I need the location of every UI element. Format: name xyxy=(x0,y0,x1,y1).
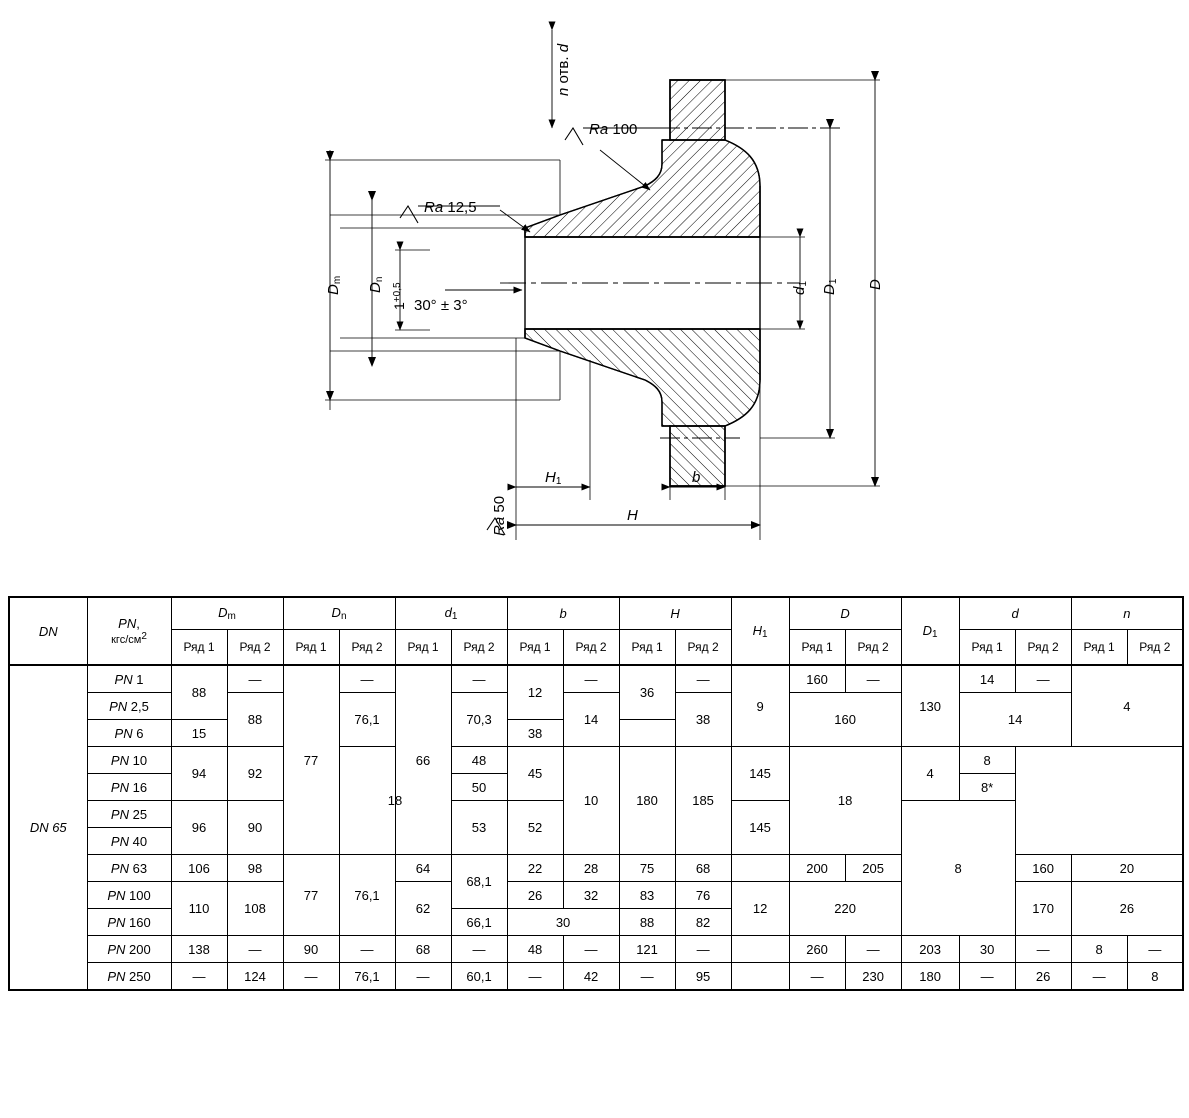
cell-d1-r1: 62 xyxy=(395,882,451,936)
cell-d: 14 xyxy=(959,693,1071,747)
header-row1: Ряд 1 xyxy=(1071,630,1127,665)
cell-H-r1: 50 xyxy=(451,774,507,801)
cell-Dm-r1: 88 xyxy=(171,665,227,720)
header-pn: PN, кгс/см2 xyxy=(87,597,171,665)
cell-b-r1: 15 xyxy=(171,720,227,747)
label-d1: $d_1$ xyxy=(791,281,809,295)
cell-d-r1: 30 xyxy=(959,936,1015,963)
header-n: n xyxy=(1071,597,1183,630)
cell-d: 18 xyxy=(789,747,901,855)
cell-Dn-r2: — xyxy=(339,665,395,693)
label-H1: $H_1$ xyxy=(545,469,562,487)
label-b: b xyxy=(692,469,701,486)
specification-table xyxy=(8,596,1184,991)
cell-d1-r1: 68 xyxy=(395,936,451,963)
cell-Dm-r1: 110 xyxy=(171,882,227,936)
cell-n-r2: — xyxy=(1127,936,1183,963)
cell-Dm-r2: 88 xyxy=(227,693,283,747)
cell-H1: 10 xyxy=(563,747,619,855)
cell-d-r2: — xyxy=(1015,936,1071,963)
header-H: H xyxy=(619,597,731,630)
cell-H-r2: 95 xyxy=(675,963,731,991)
label-ra125: Ra 12,5 xyxy=(424,199,477,216)
cell-pn: PN 25 xyxy=(87,801,171,828)
cell-Dm-r2: — xyxy=(227,936,283,963)
cell-H1: 9 xyxy=(731,665,789,747)
cell-n-r2: 8 xyxy=(1127,963,1183,991)
header-row1: Ряд 1 xyxy=(395,630,451,665)
cell-b-r1: 22 xyxy=(507,855,563,882)
cell-Dm-r1: 106 xyxy=(171,855,227,882)
cell-H-r2: 38 xyxy=(675,693,731,747)
cell-b-r1: 48 xyxy=(507,936,563,963)
cell-D1: 180 xyxy=(901,963,959,991)
cell-n: 8 xyxy=(901,801,1015,936)
cell-D-r2: 230 xyxy=(845,963,901,991)
header-Dm: $D_m$ xyxy=(171,597,283,630)
cell-pn: PN 1 xyxy=(87,665,171,693)
header-row1: Ряд 1 xyxy=(507,630,563,665)
cell-b-r1: 26 xyxy=(507,882,563,909)
cell-Dn-r1: 90 xyxy=(283,936,339,963)
cell-d-r1: 14 xyxy=(959,665,1015,693)
cell-pn: PN 2,5 xyxy=(87,693,171,720)
cell-D1: 145 xyxy=(731,801,789,855)
cell-D-r1: 260 xyxy=(789,936,845,963)
cell-pn: PN 40 xyxy=(87,828,171,855)
cell-H1-blank xyxy=(731,963,789,991)
header-H1: $H_1$ xyxy=(731,597,789,665)
cell-n-r1: — xyxy=(1071,963,1127,991)
header-d1: $d_1$ xyxy=(395,597,507,630)
cell-H1-blank xyxy=(731,855,789,882)
label-angle: 30° ± 3° xyxy=(414,297,468,314)
header-row2: Ряд 2 xyxy=(339,630,395,665)
cell-d1-r2: 68,1 xyxy=(451,855,507,909)
cell-H-r1: 48 xyxy=(451,747,507,774)
cell-Dm-r1: 96 xyxy=(171,801,227,855)
cell-b-r2: — xyxy=(563,936,619,963)
label-tolerance: $1^{+0,5}$ xyxy=(391,282,407,310)
cell-d1-r2: 66,1 xyxy=(451,909,507,936)
header-dn: DN xyxy=(9,597,87,665)
cell-H-r1: 88 xyxy=(619,909,675,936)
header-d: d xyxy=(959,597,1071,630)
cell-D-r2: 205 xyxy=(845,855,901,882)
cell-Dn-r2: 76,1 xyxy=(339,855,395,936)
cell-H-r1: 75 xyxy=(619,855,675,882)
cell-pn: PN 200 xyxy=(87,936,171,963)
cell-n: 4 xyxy=(1071,665,1183,747)
cell-D: 220 xyxy=(789,882,901,936)
header-row2: Ряд 2 xyxy=(845,630,901,665)
cell-Dm-r1: 94 xyxy=(171,747,227,801)
cell-H-r2: 68 xyxy=(675,855,731,882)
cell-pn: PN 63 xyxy=(87,855,171,882)
cell-d-r2: 26 xyxy=(1015,963,1071,991)
cell-n-r2: 8 xyxy=(959,747,1015,774)
cell-d-r2: — xyxy=(1015,665,1071,693)
cell-pn: PN 250 xyxy=(87,963,171,991)
cell-b: 30 xyxy=(507,909,619,936)
table-row xyxy=(9,963,1183,991)
cell-Dm-r2: 92 xyxy=(227,747,283,801)
cell-Dm-r1: — xyxy=(171,963,227,991)
cell-D1: 130 xyxy=(901,665,959,747)
cell-H-r1: 53 xyxy=(451,801,507,855)
cell-d1-r1: 66 xyxy=(395,665,451,855)
cell-H-r1: 36 xyxy=(619,665,675,720)
cell-H-r1: 83 xyxy=(619,882,675,909)
header-row2: Ряд 2 xyxy=(1015,630,1071,665)
cell-D-r1: — xyxy=(789,963,845,991)
cell-pn: PN 16 xyxy=(87,774,171,801)
cell-d: 20 xyxy=(1071,855,1183,882)
cell-Dm-r2: — xyxy=(227,665,283,693)
cell-H-r1: 121 xyxy=(619,936,675,963)
cell-H1-blank xyxy=(731,936,789,963)
cell-n-r1: 4 xyxy=(901,747,959,801)
cell-D1: 203 xyxy=(901,936,959,963)
cell-Dn-r1: — xyxy=(283,963,339,991)
cell-H-r1: — xyxy=(619,963,675,991)
cell-d1-r2: 70,3 xyxy=(451,693,507,747)
cell-d1-r2: — xyxy=(451,665,507,693)
cell-Dm-r2: 98 xyxy=(227,855,283,882)
cell-Dm-r2: 124 xyxy=(227,963,283,991)
cell-d1-r2: — xyxy=(451,936,507,963)
label-ra100: Ra 100 xyxy=(589,121,638,138)
cell-D1: 160 xyxy=(1015,855,1071,882)
cell-H1: 12 xyxy=(731,882,789,936)
cell-b-r2: 28 xyxy=(563,855,619,882)
cell-H-r2: 45 xyxy=(507,747,563,801)
cell-d1-r2: 60,1 xyxy=(451,963,507,991)
cell-H-r2: 76 xyxy=(675,882,731,909)
header-b: b xyxy=(507,597,619,630)
header-row2: Ряд 2 xyxy=(675,630,731,665)
cell-Dm-r2: 108 xyxy=(227,882,283,936)
cell-n-r2: 8* xyxy=(959,774,1015,801)
cell-Dm-r1: 138 xyxy=(171,936,227,963)
label-Dn: $D_n$ xyxy=(367,276,385,293)
cell-D: 160 xyxy=(789,693,901,747)
label-ra50: Ra 50 xyxy=(491,495,508,536)
cell-b-r1: — xyxy=(507,963,563,991)
label-Dm: $D_m$ xyxy=(325,275,343,295)
cell-Dm-r2: 90 xyxy=(227,801,283,855)
header-row2: Ряд 2 xyxy=(227,630,283,665)
cell-dn-value: DN 65 xyxy=(9,665,87,990)
table-row xyxy=(9,747,1183,774)
cell-H-r2: 52 xyxy=(507,801,563,855)
cell-D-r1: 160 xyxy=(789,665,845,693)
table-row xyxy=(9,936,1183,963)
label-D1: $D_1$ xyxy=(821,278,839,295)
cell-d-r1: — xyxy=(959,963,1015,991)
header-D1: $D_1$ xyxy=(901,597,959,665)
cell-Dn-r1: 77 xyxy=(283,665,339,855)
cell-H-r1: 38 xyxy=(507,720,563,747)
table-header-row-1 xyxy=(9,597,1183,630)
header-row1: Ряд 1 xyxy=(283,630,339,665)
label-D: D xyxy=(867,279,884,290)
cell-pn: PN 100 xyxy=(87,882,171,909)
cell-D-r2: — xyxy=(845,665,901,693)
cell-b-r1: 12 xyxy=(507,665,563,720)
header-row1: Ряд 1 xyxy=(619,630,675,665)
cell-H-r2: — xyxy=(675,936,731,963)
cell-b-r2: 42 xyxy=(563,963,619,991)
cell-Dn-r2: — xyxy=(339,936,395,963)
table-header-row-2 xyxy=(9,630,1183,665)
cell-Dn-r2: 76,1 xyxy=(339,963,395,991)
cell-D1: 145 xyxy=(731,747,789,801)
cell-n-r1: 8 xyxy=(1071,936,1127,963)
header-row2: Ряд 2 xyxy=(563,630,619,665)
cell-Dn-r2: 76,1 xyxy=(339,693,395,747)
cell-D1: 170 xyxy=(1015,882,1071,936)
cell-d1-r1: 64 xyxy=(395,855,451,882)
cell-D-r2: — xyxy=(845,936,901,963)
cell-pn: PN 160 xyxy=(87,909,171,936)
cell-d1-r1: — xyxy=(395,963,451,991)
header-row2: Ряд 2 xyxy=(1127,630,1183,665)
specification-table-container xyxy=(8,596,1180,991)
header-row1: Ряд 1 xyxy=(959,630,1015,665)
header-row1: Ряд 1 xyxy=(789,630,845,665)
cell-D-r2: 185 xyxy=(675,747,731,855)
cell-D-r1: 180 xyxy=(619,747,675,855)
header-Dn: $D_n$ xyxy=(283,597,395,630)
cell-b-r2: — xyxy=(563,665,619,693)
cell-D-r1: 200 xyxy=(789,855,845,882)
label-n-otv-d: n отв. d xyxy=(555,43,572,96)
cell-H-r2: — xyxy=(675,665,731,693)
cell-b-r2: 32 xyxy=(563,882,619,909)
header-D: D xyxy=(789,597,901,630)
cell-b: 18 xyxy=(339,747,451,855)
table-row xyxy=(9,665,1183,693)
header-row2: Ряд 2 xyxy=(451,630,507,665)
cell-Dn-r1: 77 xyxy=(283,855,339,936)
cell-b-r2: 14 xyxy=(563,693,619,747)
cell-H-r2: 82 xyxy=(675,909,731,936)
cell-pn: PN 10 xyxy=(87,747,171,774)
cell-pn: PN 6 xyxy=(87,720,171,747)
header-row1: Ряд 1 xyxy=(171,630,227,665)
label-H: H xyxy=(627,507,638,524)
cell-d: 26 xyxy=(1071,882,1183,936)
